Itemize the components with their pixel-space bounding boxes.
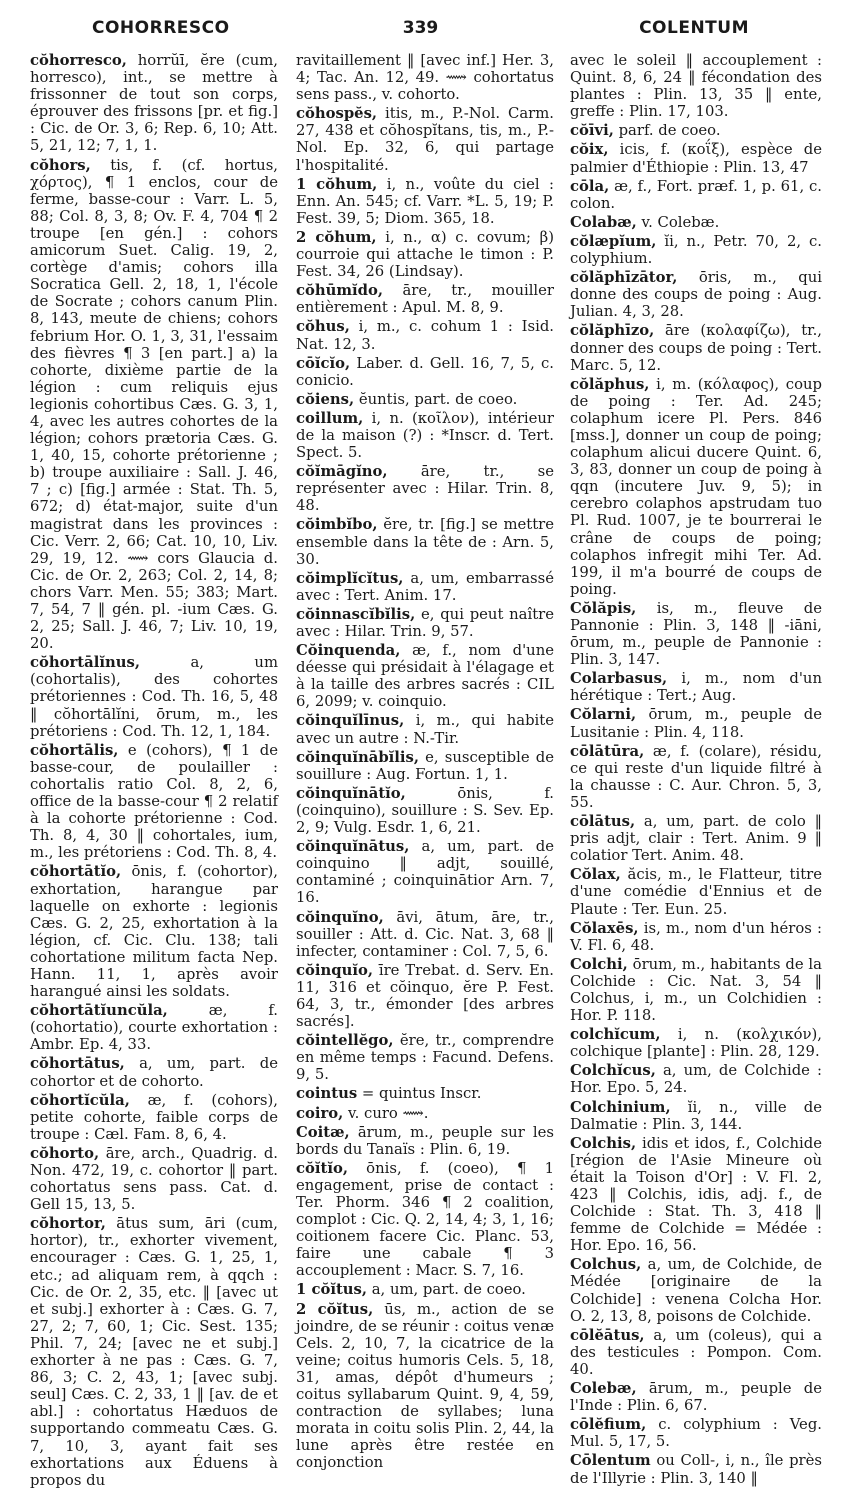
headword: cōlātus, [570,813,636,831]
dictionary-entry [296,1105,554,1122]
headword: cŏiens, [296,390,355,408]
entry-text: a, um, embarrassé avec : Tert. Anim. 17. [296,569,554,604]
headword: Cŏlăpis, [570,599,637,617]
headword: cŏinquĭno, [296,908,384,926]
entry-text: a, um, part. de cohortor et de cohorto. [30,1055,278,1090]
dictionary-entry [570,956,822,1024]
dictionary-entry [30,1145,278,1213]
headword: cŏlæpĭum, [570,232,657,250]
entry-text: ōnis, f. (coinquino), souillure : S. Sev. Ep. 2, 9; Vulg. Esdr. 1, 6, 21. [296,784,554,837]
dictionary-entry [570,1026,822,1060]
headword: Colebæ, [570,1380,637,1398]
entry-text: i, n., α) c. covum; β) courroie qui attache le timon : P. Fest. 34, 26 (Lindsay). [296,228,554,281]
entry-text: parf. de coeo. [613,122,721,140]
headword: cŏĭmāgĭno, [296,463,388,481]
dictionary-entry [570,52,822,120]
headword: Cŏlarni, [570,706,637,724]
headword: cōla, [570,177,610,195]
entry-text: a, um, part. de coeo. [367,1281,526,1299]
entry-text: æ, f. (cohors), petite cohorte, faible corps de troupe : Cæl. Fam. 8, 6, 4. [30,1091,278,1143]
headword: Cōlentum [570,1452,651,1470]
entry-text: i, n., voûte du ciel : Enn. An. 545; cf. Varr. *L. 5, 19; P. Fest. 39, 5; Diom. 365, 18. [296,175,555,227]
dictionary-entry [570,743,822,811]
headword: cŏix, [570,141,609,159]
entry-text: æ, f. (cohortatio), courte exhortation : Ambr. Ep. 4, 33. [30,1002,278,1054]
dictionary-entry [570,233,822,267]
column-2 [296,50,555,1472]
headword: cōlĕātus, [570,1326,645,1344]
dictionary-entry [570,1135,822,1255]
headword: Colchis, [570,1134,637,1152]
headword: Colchinium, [570,1098,671,1116]
entry-text: ōnis, f. (cohortor), exhortation, harangue par laquelle on exhorte : legionis Cæs. G. 2, 25, exhortation à la légion, cf. Cic. Clu. 138; tali cohortatione militum facta Nep. Hann. 11, 1, après avoir harangué ainsi les soldats. [30,863,278,1001]
entry-text: is, m., nom d'un héros : V. Fl. 6, 48. [570,919,822,954]
headword: cŏinquĭnātĭo, [296,784,406,802]
dictionary-entry [570,376,822,598]
dictionary-entry [296,1160,554,1280]
headword: cŏinnascĭbĭlis, [296,605,416,623]
entry-text: ōnis, f. (coeo), ¶ 1 engagement, prise de contact : Ter. Phorm. 346 ¶ 2 coalition, complot : Cic. Q. 2, 14, 4; 3, 1, 16; coitionem facere Cic. Planc. 53, faire une cabale ¶ 3 accouplement : Macr. S. 7, 16. [296,1159,554,1280]
entry-text: a, um (coleus), qui a des testicules : Pompon. Com. 40. [570,1326,822,1378]
entry-text: idis et idos, f., Colchide [région de l'Asie Mineure où était la Toison d'Or] : V. Fl. 2, 423 ‖ Colchis, idis, adj. f., de Colchide : Stat. Th. 3, 418 ‖ femme de Colchide = Médée : Hor. Epo. 16, 56. [570,1134,822,1255]
entry-text: ōrum, m., peuple de Lusitanie : Plin. 4, 118. [570,706,822,741]
entry-text: ārum, m., peuple de l'Inde : Plin. 6, 67. [570,1380,822,1415]
dictionary-entry [570,141,822,175]
headword: cŏintellĕgo, [296,1032,394,1050]
headword: cŏhortālĭnus, [30,654,140,672]
dictionary-entry [296,516,554,567]
headword: cŏinquĭo, [296,961,374,979]
dictionary-entry [296,318,554,352]
entry-text: v. curo ⟿. [343,1104,429,1122]
headword: Colarbasus, [570,670,668,688]
dictionary-entry [570,322,822,373]
headword: cŏhortātĭuncŭla, [30,1002,168,1020]
headword: cŏlăphīzātor, [570,269,678,287]
entry-text: e (cohors), ¶ 1 de basse-cour, de poulailler : cohortalis ratio Col. 8, 2, 6, office de la basse-cour ¶ 2 relatif à la cohorte prétorienne : Cod. Th. 8, 4, 30 ‖ cohortales, ium, m., les prétoriens : Cod. Th. 8, 4. [30,741,278,862]
headword: cŏhors, [30,156,91,174]
entry-text: āre, tr., mouiller entièrement : Apul. M. 8, 9. [296,282,554,317]
entry-text: v. Colebæ. [636,213,720,231]
headword: Colchĭcus, [570,1062,656,1080]
entry-text: ĕre, tr. [fig.] se mettre ensemble dans la tête de : Arn. 5, 30. [296,516,554,568]
entry-text: āre, arch., Quadrig. d. Non. 472, 19, c. cohortor ‖ part. cohortatus sens pass. Cat. d. Gell 15, 13, 5. [30,1144,278,1214]
entry-text: itis, m., P.-Nol. Carm. 27, 438 et cŏhospĭtans, tis, m., P.-Nol. Ep. 32, 6, qui partage l'hospitalité. [296,105,554,174]
headword: cŏĭtĭo, [296,1159,348,1177]
headword: coillum, [296,409,364,427]
column-1 [30,50,278,1489]
dictionary-entry [570,813,822,864]
entry-text: ĭi, n., Petr. 70, 2, c. colyphium. [570,232,822,268]
dictionary-entry [30,157,278,653]
entry-text: ravitaillement ‖ [avec inf.] Her. 3, 4; Tac. An. 12, 49. ⟿ cohortatus sens pass., v. cohorto. [296,52,554,104]
headword: cŏlăphīzo, [570,322,655,340]
dictionary-entry [570,600,822,668]
dictionary-entry [296,105,554,173]
entry-text: horrŭī, ĕre (cum, horresco), int., se mettre à frissonner de tout son corps, éprouver des frissons [pr. et fig.] : Cic. de Or. 3, 6; Rep. 6, 10; Att. 5, 21, 12; 7, 1, 1. [30,52,278,155]
dictionary-entry [296,176,554,227]
dictionary-entry [296,282,554,316]
dictionary-entry [296,749,554,783]
headword: cōlĕfium, [570,1416,647,1434]
headword: cŏhūmĭdo, [296,282,384,300]
dictionary-entry [296,355,554,389]
headword: cointus [296,1085,358,1103]
dictionary-entry [296,1281,554,1298]
dictionary-entry [296,785,554,836]
dictionary-entry [296,642,554,710]
page-number: 339 [402,18,439,38]
dictionary-entry [570,214,822,231]
headword: cŏhus, [296,318,350,336]
headword: cōĭcĭo, [296,354,351,372]
dictionary-entry [570,122,822,139]
headword: cŏhortātus, [30,1055,125,1073]
headword: cŏhortor, [30,1215,106,1233]
dictionary-entry [570,866,822,917]
entry-text: a, um, part. de colo ‖ pris adjt, clair : Tert. Anim. 9 ‖ colatior Tert. Anim. 48. [570,813,822,865]
headword: colchĭcum, [570,1026,661,1044]
headword: cŏhorresco, [30,52,127,69]
entry-text: ātus sum, āri (cum, hortor), tr., exhorter vivement, encourager : Cæs. G. 1, 25, 1, etc.; ad aliquam rem, à qqch : Cic. de Or. 2, 35, etc. ‖ [avec ut et subj.] exhorter à : Cæs. G. 7, 27, 2; 7, 60, 1; Cic. Sest. 135; Phil. 7, 24; [avec ne et subj.] exhorter à ne pas : Cæs. G. 7, 86, 3; C. 2, 43, 1; [avec subj. seul] Cæs. C. 2, 33, 1 ‖ [av. de et abl.] : cohortatus Hæduos de supportando commeatu Cæs. G. 7, 10, 3, ayant fait ses exhortations aux Éduens à propos du [30,1215,278,1489]
column-3 [570,50,822,1487]
headword: cŏinquĭlīnus, [296,712,405,730]
headword: cŏhortĭcŭla, [30,1091,130,1109]
headword: Cŏlaxēs, [570,919,639,937]
entry-text: ĕre, tr., comprendre en même temps : Facund. Defens. 9, 5. [296,1032,554,1084]
headword: 1 cŏhum, [296,175,378,193]
dictionary-entry [296,229,554,280]
dictionary-entry [296,1032,554,1083]
dictionary-entry [296,909,554,960]
entry-text: = quintus Inscr. [357,1085,482,1103]
headword: coiro, [296,1104,344,1122]
headword: Colchi, [570,955,628,973]
dictionary-entry [570,1256,822,1324]
dictionary-entry [296,52,554,103]
headword: Colchus, [570,1256,642,1274]
dictionary-entry [30,654,278,739]
entry-text: ĕuntis, part. de coeo. [354,390,518,408]
dictionary-entry [30,1215,278,1489]
entry-text: æ, f., Fort. præf. 1, p. 61, c. colon. [570,177,822,212]
dictionary-entry [296,570,554,604]
dictionary-entry [570,1327,822,1378]
headword: cŏimbĭbo, [296,516,378,534]
entry-text: e, susceptible de souillure : Aug. Fortun. 1, 1. [296,748,554,783]
dictionary-entry [296,1124,554,1158]
dictionary-entry [296,962,554,1030]
entry-text: i, m., c. cohum 1 : Isid. Nat. 12, 3. [296,318,554,353]
dictionary-entry [570,1380,822,1414]
dictionary-entry [30,52,278,155]
entry-text: ĭi, n., ville de Dalmatie : Plin. 3, 144. [570,1098,822,1133]
headword: cŏlăphus, [570,375,650,393]
dictionary-entry [570,920,822,954]
headword: cŏhortātĭo, [30,863,122,881]
dictionary-entry [30,742,278,862]
entry-text: īre Trebat. d. Serv. En. 11, 316 et cŏinquo, ĕre P. Fest. 64, 3, tr., émonder [des arbres sacrés]. [296,961,554,1031]
dictionary-entry [296,391,554,408]
dictionary-entry [30,1002,278,1053]
dictionary-entry [296,1301,554,1472]
dictionary-entry [570,1062,822,1096]
entry-text: æ, f., nom d'une déesse qui présidait à l'élagage et à la taille des arbres sacrés : CIL 6, 2099; v. coinquio. [296,642,554,711]
entry-text: icis, f. (κοΐξ), espèce de palmier d'Éthiopie : Plin. 13, 47 [570,141,822,176]
dictionary-entry [570,1099,822,1133]
dictionary-entry [570,1416,822,1450]
entry-text: āre, tr., se représenter avec : Hilar. Trin. 8, 48. [296,463,554,515]
entry-text: ārum, m., peuple sur les bords du Tanaïs : Plin. 6, 19. [296,1123,554,1158]
entry-text: avec le soleil ‖ accouplement : Quint. 8, 6, 24 ‖ fécondation des plantes : Plin. 13, 35 ‖ ente, greffe : Plin. 17, 103. [570,52,822,121]
entry-text: ōris, m., qui donne des coups de poing : Aug. Julian. 4, 3, 28. [570,269,822,321]
headword: 2 cŏhum, [296,228,377,246]
entry-text: ăcis, m., le Flatteur, titre d'une comédie d'Ennius et de Plaute : Ter. Eun. 25. [570,866,822,918]
dictionary-entry [296,712,554,746]
entry-text: i, n. (κολχικόν), colchique [plante] : Plin. 28, 129. [570,1026,822,1061]
dictionary-entry [296,1085,554,1102]
entry-text: a, um, part. de coinquino ‖ adjt, souillé, contaminé ; coinquinātior Arn. 7, 16. [296,838,554,907]
entry-text: i, m., qui habite avec un autre : N.-Tir. [296,712,554,747]
headword: cŏīvi, [570,122,614,140]
headword: Cŏinquenda, [296,642,401,660]
headword: Cŏlax, [570,866,621,884]
dictionary-entry [570,178,822,212]
entry-text: āvi, ātum, āre, tr., souiller : Att. d. Cic. Nat. 3, 68 ‖ infecter, contaminer : Col. 7, 5, 6. [296,908,554,960]
dictionary-entry [296,606,554,640]
dictionary-entry [570,706,822,740]
dictionary-entry [30,1055,278,1089]
entry-text: a, um, de Colchide : Hor. Epo. 5, 24. [570,1062,822,1097]
headword: cŏinquĭnātus, [296,838,410,856]
running-head-right: COLENTUM [639,18,749,38]
dictionary-entry [296,838,554,906]
entry-text: ou Coll-, i, n., île près de l'Illyrie : Plin. 3, 140 ‖ [570,1452,822,1487]
headword: 1 cŏĭtus, [296,1281,368,1299]
headword: Colabæ, [570,213,637,231]
entry-text: a, um (cohortalis), des cohortes prétoriennes : Cod. Th. 16, 5, 48 ‖ cŏhortālĭni, ōrum, m., les prétoriens : Cod. Th. 12, 1, 184. [30,654,278,740]
headword: cŏinquĭnābĭlis, [296,748,420,766]
headword: 2 cŏĭtus, [296,1300,374,1318]
dictionary-entry [570,670,822,704]
dictionary-entry [296,463,554,514]
entry-text: c. colyphium : Veg. Mul. 5, 17, 5. [570,1416,822,1451]
entry-text: a, um, de Colchide, de Médée [originaire de la Colchide] : venena Colcha Hor. O. 2, 13, 8, poisons de Colchide. [570,1256,822,1325]
headword: cŏimplĭcĭtus, [296,569,404,587]
entry-text: i, m., nom d'un hérétique : Tert.; Aug. [570,670,822,705]
dictionary-entry [570,269,822,320]
dictionary-entry [296,410,554,461]
entry-text: i, n. (κοῖλον), intérieur de la maison (?) : *Inscr. d. Tert. Spect. 5. [296,409,554,462]
entry-text: æ, f. (colare), résidu, ce qui reste d'un liquide filtré à la chausse : C. Aur. Chron. 5, 3, 55. [570,742,822,811]
entry-text: āre (κολαφίζω), tr., donner des coups de poing : Tert. Marc. 5, 12. [570,322,822,374]
dictionary-entry [30,863,278,1000]
entry-text: e, qui peut naître avec : Hilar. Trin. 9, 57. [296,605,554,640]
running-head-left: COHORRESCO [92,18,230,38]
entry-text: Laber. d. Gell. 16, 7, 5, c. conicio. [296,354,554,389]
entry-text: tis, f. (cf. hortus, χόρτος), ¶ 1 enclos, cour de ferme, basse-cour : Varr. L. 5, 88; Col. 8, 3, 8; Ov. F. 4, 704 ¶ 2 troupe [en gén.] : cohors amicorum Suet. Calig. 19, 2, cortège d'amis; cohors illa Socratica Gell. 2, 18, 1, l'école de Socrate ; cohors canum Plin. 8, 143, meute de chiens; cohors febrium Hor. O. 1, 3, 31, l'essaim des fièvres ¶ 3 [en part.] a) la cohorte, dixième partie de la légion : cum reliquis ejus legionis cohortibus Cæs. G. 3, 1, 4, avec les autres cohortes de la légion; cohors prætoria Cæs. G. 1, 40, 15, cohorte prétorienne ; b) troupe auxiliaire : Sall. J. 46, 7 ; c) [fig.] armée : Stat. Th. 5, 672; d) état-major, suite d'un magistrat dans les provinces : Cic. Verr. 2, 66; Cat. 10, 10, Liv. 29, 19, 12. ⟿ cors Glaucia d. Cic. de Or. 2, 263; Col. 2, 14, 8; chors Varr. Men. 55; 383; Mart. 7, 54, 7 ‖ gén. pl. -ium Cæs. G. 2, 25; Sall. J. 46, 7; Liv. 10, 19, 20. [30,156,278,653]
entry-text: is, m., fleuve de Pannonie : Plin. 3, 148 ‖ -iāni, ōrum, m., peuple de Pannonie : Plin. 3, 147. [570,599,822,669]
headword: Coitæ, [296,1123,350,1141]
page-header [0,18,841,46]
dictionary-entry [570,1452,822,1486]
headword: cōlātūra, [570,742,645,760]
entry-text: ōrum, m., habitants de la Colchide : Cic. Nat. 3, 54 ‖ Colchus, i, m., un Colchidien : Hor. P. 118. [570,955,822,1025]
headword: cŏhorto, [30,1144,100,1162]
dictionary-entry [30,1092,278,1143]
headword: cŏhospĕs, [296,105,378,123]
entry-text: ūs, m., action de se joindre, de se réunir : coitus venæ Cels. 2, 10, 7, la cicatrice de la veine; coitus humoris Cels. 5, 18, 31, amas, dépôt d'humeurs ; coitus syllabarum Quint. 9, 4, 59, contraction de syllabes; luna morata in coitu solis Plin. 2, 44, la lune après être restée en conjonction [296,1300,554,1472]
headword: cŏhortālis, [30,741,119,759]
entry-text: i, m. (κόλαφος), coup de poing : Ter. Ad. 245; colaphum icere Pl. Pers. 846 [mss.], donner un coup de poing; colaphum alicui ducere Quint. 6, 3, 83, donner un coup de poing à qqn (incutere Juv. 9, 5); in cerebro colaphos apstrudam tuo Pl. Rud. 1007, je te bourrerai le crâne de coups de poing; colaphos infregit mihi Ter. Ad. 199, il m'a bourré de coups de poing. [570,375,822,598]
